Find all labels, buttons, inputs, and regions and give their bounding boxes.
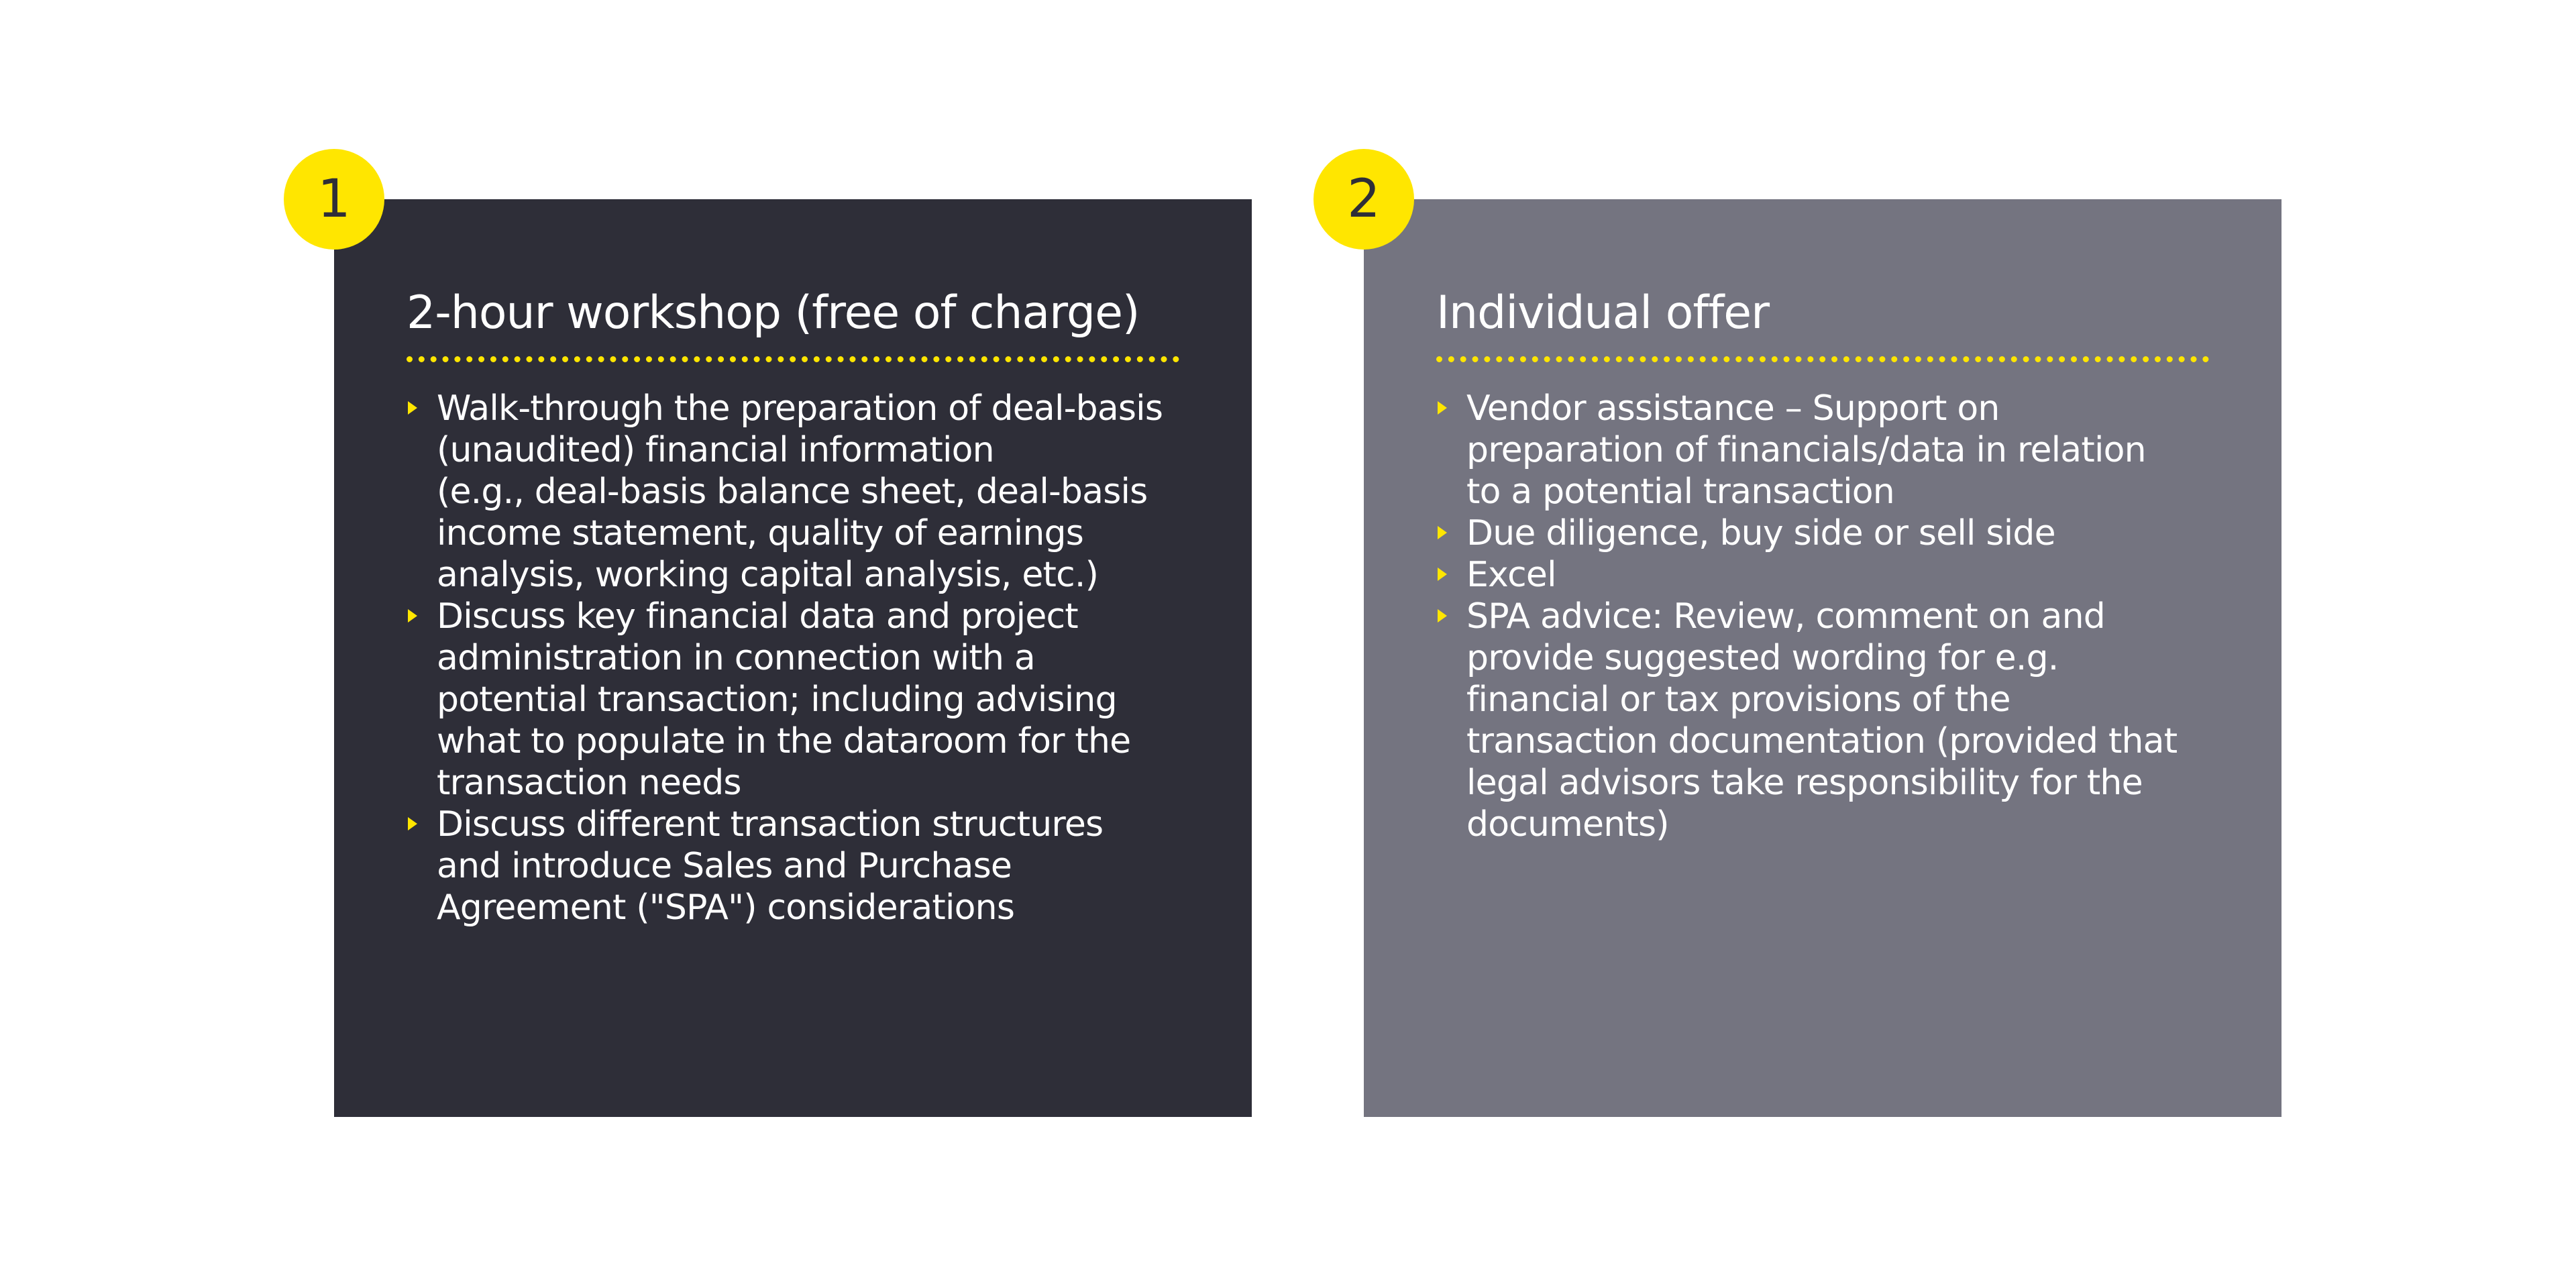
panel-title: 2-hour workshop (free of charge) bbox=[407, 286, 1140, 339]
bullet-list bbox=[1436, 388, 2209, 845]
list-item-text: Walk-through the preparation of deal-basis (unaudited) financial information (e.g., deal-basis balance sheet, deal-basis income statement, quality of earnings analysis, working capital analysis, etc.) bbox=[437, 388, 1163, 595]
list-item bbox=[1436, 596, 2209, 845]
list-item bbox=[407, 388, 1179, 596]
list-item-text: Excel bbox=[1466, 555, 1556, 595]
list-item bbox=[407, 596, 1179, 804]
list-item-text: Discuss different transaction structures and introduce Sales and Purchase Agreement ("SPA") considerations bbox=[437, 804, 1104, 928]
bullet-list bbox=[407, 388, 1179, 928]
dotted-divider bbox=[407, 356, 1179, 362]
list-item-text: Discuss key financial data and project administration in connection with a potential transaction; including advising what to populate in the dataroom for the transaction needs bbox=[437, 596, 1131, 803]
step-number-badge: 1 bbox=[284, 149, 384, 250]
list-item bbox=[1436, 388, 2209, 513]
panel-title: Individual offer bbox=[1436, 286, 1770, 339]
list-item bbox=[1436, 513, 2209, 554]
dotted-divider bbox=[1436, 356, 2209, 362]
workshop-panel bbox=[334, 199, 1252, 1117]
list-item bbox=[1436, 554, 2209, 596]
list-item-text: Due diligence, buy side or sell side bbox=[1466, 513, 2055, 553]
list-item bbox=[407, 804, 1179, 928]
list-item-text: Vendor assistance – Support on preparation of financials/data in relation to a potential transaction bbox=[1466, 388, 2146, 512]
individual-offer-panel bbox=[1364, 199, 2282, 1117]
list-item-text: SPA advice: Review, comment on and provide suggested wording for e.g. financial or tax provisions of the transaction documentation (provided that legal advisors take responsibility for the documents) bbox=[1466, 596, 2178, 845]
step-number-badge: 2 bbox=[1313, 149, 1414, 250]
